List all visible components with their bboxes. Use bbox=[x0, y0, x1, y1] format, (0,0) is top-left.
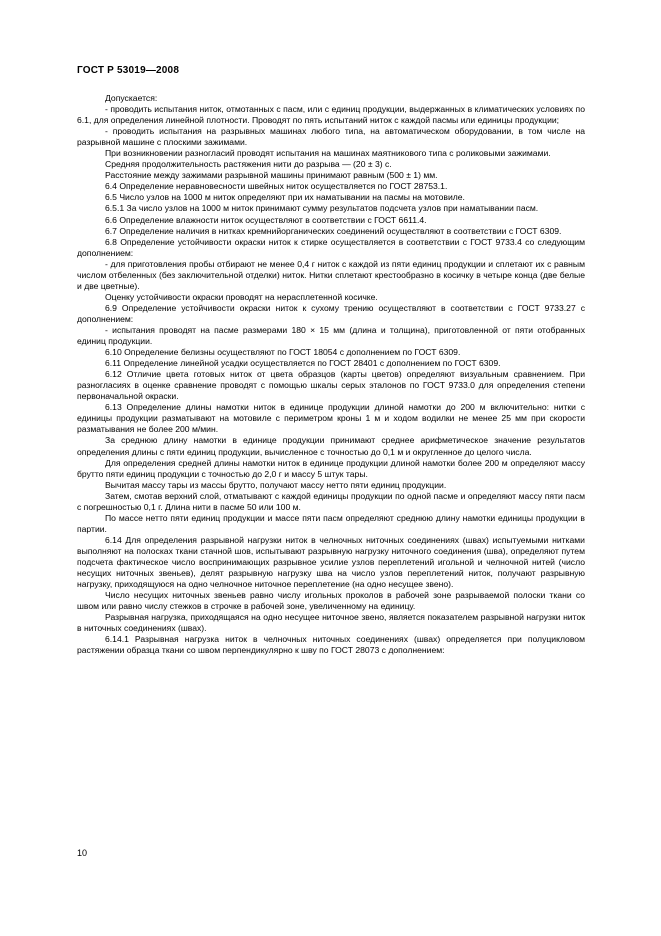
paragraph: 6.12 Отличие цвета готовых ниток от цвета образцов (карты цветов) определяют визуальным сравнением. При разногласиях в оценке сравнение проводят с помощью шкалы серых эталонов по ГОСТ 9733.0 для определения степени первоначальной окраски. bbox=[77, 369, 585, 402]
paragraph: 6.14 Для определения разрывной нагрузки ниток в челночных ниточных соединениях (швах) испытуемыми нитками выполняют на полосках ткани стачной шов, испытывают разрывную нагрузку ниточного соединения (шва), определяют путем подсчета фактическое число воспринимающих разрывное усилие узлов переплетений игольной и челночной нитей (число несущих ниточных звеньев), делят разрывную нагрузку шва на число узлов переплетений ниток, получают разрывную нагрузку, приходящуюся на одно челночное ниточное переплетение (на одно несущее звено). bbox=[77, 534, 585, 590]
paragraph: 6.14.1 Разрывная нагрузка ниток в челночных ниточных соединениях (швах) определяется при полуцикловом растяжении образца ткани со швом перпендикулярно к шву по ГОСТ 28073 с дополнением: bbox=[77, 634, 585, 656]
paragraph: Средняя продолжительность растяжения нити до разрыва — (20 ± 3) с. bbox=[105, 159, 392, 170]
paragraph: - проводить испытания на разрывных машинах любого типа, на автоматическом оборудовании, в том числе на разрывной машине с плоскими зажимами. bbox=[77, 126, 585, 148]
paragraph: Число несущих ниточных звеньев равно числу игольных проколов в рабочей зоне разрываемой полоски ткани со швом или равно числу стежков в строчке в рабочей зоне, увеличенному на единицу. bbox=[77, 590, 585, 612]
paragraph: Затем, смотав верхний слой, отматывают с каждой единицы продукции по одной пасме и определяют массу пяти пасм с погрешностью 0,1 г. Длина нити в пасме 50 или 100 м. bbox=[77, 490, 585, 512]
paragraph: 6.8 Определение устойчивости окраски ниток к стирке осуществляется в соответствии с ГОСТ 9733.4 со следующим дополнением: bbox=[77, 236, 585, 258]
paragraph: Допускается: bbox=[105, 93, 158, 103]
paragraph: 6.9 Определение устойчивости окраски ниток к сухому трению осуществляют в соответствии с ГОСТ 9733.27 с дополнением: bbox=[77, 302, 585, 324]
paragraph: Разрывная нагрузка, приходящаяся на одно несущее ниточное звено, является показателем разрывной нагрузки ниток в ниточных соединениях (швах). bbox=[77, 612, 585, 634]
paragraph: Для определения средней длины намотки ниток в единице продукции длиной намотки более 200 м определяют массу брутто пяти единиц продукции с точностью до 2,0 г и массу 5 штук тары. bbox=[77, 457, 585, 479]
paragraph: - испытания проводят на пасме размерами 180 × 15 мм (длина и толщина), приготовленной от пяти отобранных единиц продукции. bbox=[77, 324, 585, 347]
paragraph: 6.13 Определение длины намотки ниток в единице продукции длиной намотки до 200 м включительно: нитки с единицы продукции разматывают на мотовиле с периметром кроны 1 м и ходом водилки не менее 25 мм при скорости разматывания не более 200 м/мин. bbox=[77, 402, 585, 435]
paragraph: Оценку устойчивости окраски проводят на нерасплетенной косичке. bbox=[105, 291, 378, 302]
document-header: ГОСТ Р 53019—2008 bbox=[77, 65, 180, 76]
paragraph: - для приготовления пробы отбирают не менее 0,4 г ниток с каждой из пяти единиц продукции и сплетают их с равным числом отбеленных (без заключительной отделки) ниток. Нитки сплетают крестообразно в косичку в четыре конца (две белые и две цветные). bbox=[77, 258, 585, 291]
paragraph: 6.11 Определение линейной усадки осуществляется по ГОСТ 28401 с дополнением по ГОСТ 6309. bbox=[105, 358, 501, 369]
paragraph: По массе нетто пяти единиц продукции и массе пяти пасм определяют среднюю длину намотки единицы продукции в партии. bbox=[77, 512, 585, 534]
paragraph: За среднюю длину намотки в единице продукции принимают среднее арифметическое значение результатов определения длины с пяти единиц продукции, вычисленное с точностью до 0,1 м и округленное до целого числа. bbox=[77, 435, 585, 457]
document-body bbox=[77, 93, 585, 656]
paragraph: Расстояние между зажимами разрывной машины принимают равным (500 ± 1) мм. bbox=[105, 170, 438, 181]
paragraph: 6.5 Число узлов на 1000 м ниток определяют при их наматывании на пасмы на мотовиле. bbox=[105, 192, 465, 203]
page-number: 10 bbox=[77, 848, 88, 858]
paragraph: При возникновении разногласий проводят испытания на машинах маятникового типа с роликовыми зажимами. bbox=[105, 148, 551, 159]
paragraph: Вычитая массу тары из массы брутто, получают массу нетто пяти единиц продукции. bbox=[105, 479, 447, 490]
paragraph: 6.7 Определение наличия в нитках кремнийорганических соединений осуществляют в соответствии с ГОСТ 6309. bbox=[105, 225, 562, 236]
paragraph: 6.4 Определение неравновесности швейных ниток осуществляется по ГОСТ 28753.1. bbox=[105, 181, 448, 192]
paragraph: 6.6 Определение влажности ниток осуществляют в соответствии с ГОСТ 6611.4. bbox=[105, 214, 427, 225]
paragraph: 6.5.1 За число узлов на 1000 м ниток принимают сумму результатов подсчета узлов при наматывании пасм. bbox=[105, 203, 539, 214]
paragraph: 6.10 Определение белизны осуществляют по ГОСТ 18054 с дополнением по ГОСТ 6309. bbox=[105, 347, 461, 358]
paragraph: - проводить испытания ниток, отмотанных с пасм, или с единиц продукции, выдержанных в климатических условиях по 6.1, для определения линейной плотности. Проводят по пять испытаний ниток с каждой пасмы или единицы продукции; bbox=[77, 104, 585, 126]
